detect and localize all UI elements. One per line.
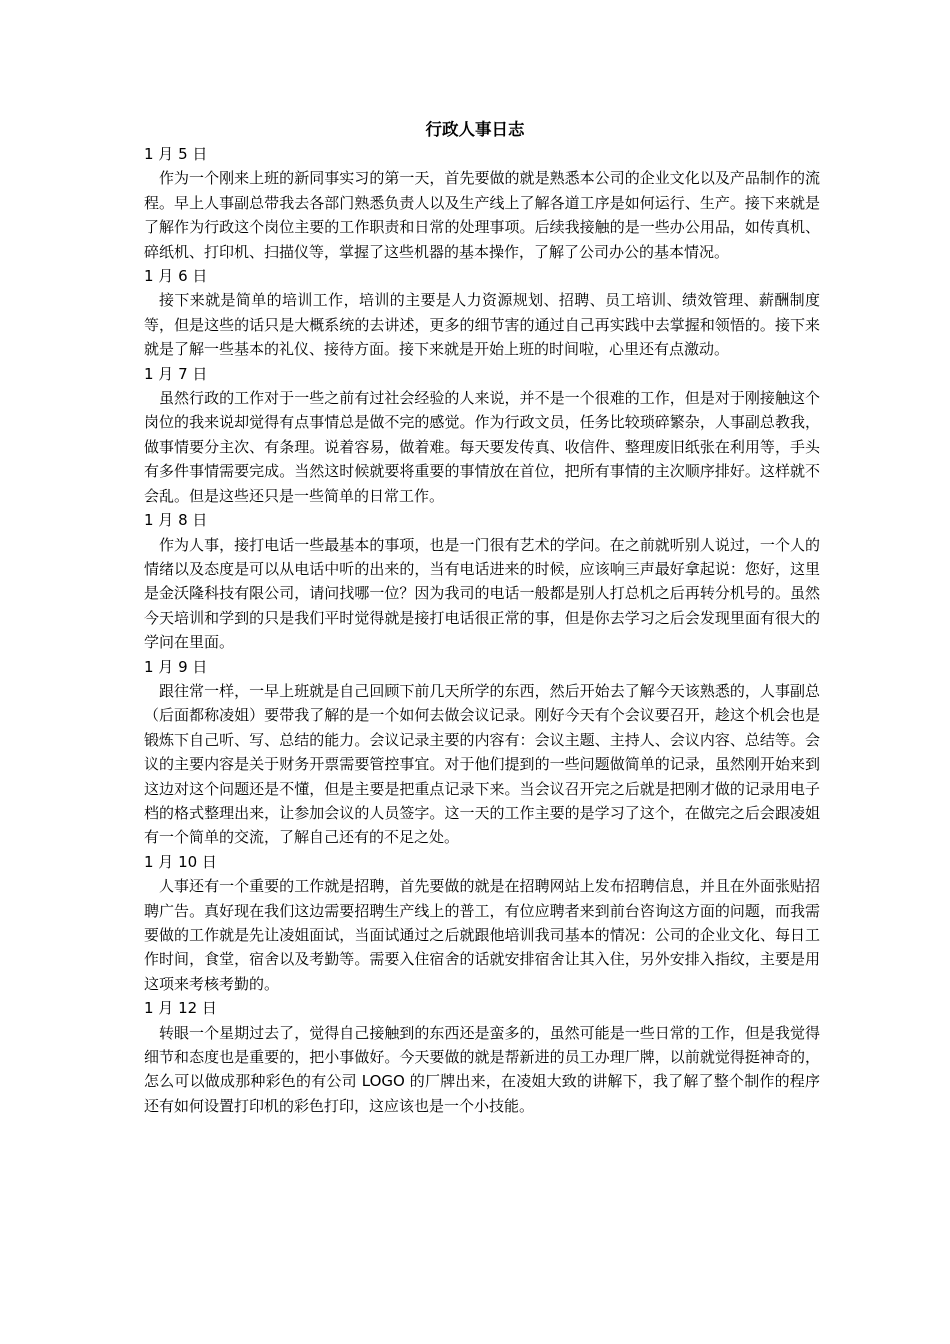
entry-text: 跟往常一样，一早上班就是自己回顾下前几天所学的东西，然后开始去了解今天该熟悉的，人事副总（后面都称凌姐）要带我了解的是一个如何去做会议记录。刚好今天有个会议要召开，趁这个机会也是锻炼下自己听、写、总结的能力。会议记录主要的内容有：会议主题、主持人、会议内容、总结等。会议的主要内容是关于财务开票需要管控事宜。对于他们提到的一些问题做简单的记录，虽然刚开始来到这边对这个问题还是不懂，但是主要是把重点记录下来。当会议召开完之后就是把刚才做的记录用电子档的格式整理出来，让参加会议的人员签字。这一天的工作主要的是学习了这个，在做完之后会跟凌姐有一个简单的交流，了解自己还有的不足之处。 <box>144 681 820 847</box>
entry-date: 1 月 10 日 <box>144 852 217 871</box>
entry-date: 1 月 6 日 <box>144 267 208 286</box>
document-body <box>144 142 820 1118</box>
document-title: 行政人事日志 <box>425 120 525 139</box>
entry-text: 人事还有一个重要的工作就是招聘，首先要做的就是在招聘网站上发布招聘信息，并且在外面张贴招聘广告。真好现在我们这边需要招聘生产线上的普工，有位应聘者来到前台咨询这方面的问题，而我需要做的工作就是先让凌姐面试，当面试通过之后就跟他培训我司基本的情况：公司的企业文化、每日工作时间，食堂，宿舍以及考勤等。需要入住宿舍的话就安排宿舍让其入住，另外安排入指纹，主要是用这项来考核考勤的。 <box>144 877 820 993</box>
entry-text: 接下来就是简单的培训工作，培训的主要是人力资源规划、招聘、员工培训、绩效管理、薪酬制度等，但是这些的话只是大概系统的去讲述，更多的细节害的通过自己再实践中去掌握和领悟的。接下来就是了解一些基本的礼仪、接待方面。接下来就是开始上班的时间啦，心里还有点激动。 <box>144 291 820 359</box>
entry-date: 1 月 7 日 <box>144 364 208 383</box>
entry-date: 1 月 5 日 <box>144 145 208 163</box>
entry-text: 虽然行政的工作对于一些之前有过社会经验的人来说，并不是一个很难的工作，但是对于刚接触这个岗位的我来说却觉得有点事情总是做不完的感觉。作为行政文员，任务比较琐碎繁杂，人事副总教我，做事情要分主次、有条理。说着容易，做着难。每天要发传真、收信件、整理废旧纸张在利用等，手头有多件事情需要完成。当然这时候就要将重要的事情放在首位，把所有事情的主次顺序排好。这样就不会乱。但是这些还只是一些简单的日常工作。 <box>144 389 820 505</box>
entry-date: 1 月 12 日 <box>144 999 217 1018</box>
entry-date: 1 月 9 日 <box>144 657 208 676</box>
entry-text: 作为一个刚来上班的新同事实习的第一天，首先要做的就是熟悉本公司的企业文化以及产品制作的流程。早上人事副总带我去各部门熟悉负责人以及生产线上了解各道工序是如何运行、生产。接下来就是了解作为行政这个岗位主要的工作职责和日常的处理事项。后续我接触的是一些办公用品，如传真机、碎纸机、打印机、扫描仪等，掌握了这些机器的基本操作，了解了公司办公的基本情况。 <box>144 169 820 261</box>
entry-text: 转眼一个星期过去了，觉得自己接触到的东西还是蛮多的，虽然可能是一些日常的工作，但是我觉得细节和态度也是重要的，把小事做好。今天要做的就是帮新进的员工办理厂牌，以前就觉得挺神奇的，怎么可以做成那种彩色的有公司 LOGO 的厂牌出来，在凌姐大致的讲解下，我了解了整个制作的程序还有如何设置打印机的彩色打印，这应该也是一个小技能。 <box>144 1023 820 1115</box>
entry-text: 作为人事，接打电话一些最基本的事项，也是一门很有艺术的学问。在之前就听别人说过，一个人的情绪以及态度是可以从电话中听的出来的，当有电话进来的时候，应该响三声最好拿起说：您好，这里是金沃隆科技有限公司，请问找哪一位？因为我司的电话一般都是别人打总机之后再转分机号的。虽然今天培训和学到的只是我们平时觉得就是接打电话很正常的事，但是你去学习之后会发现里面有很大的学问在里面。 <box>144 535 820 652</box>
entry-date: 1 月 8 日 <box>144 511 208 530</box>
